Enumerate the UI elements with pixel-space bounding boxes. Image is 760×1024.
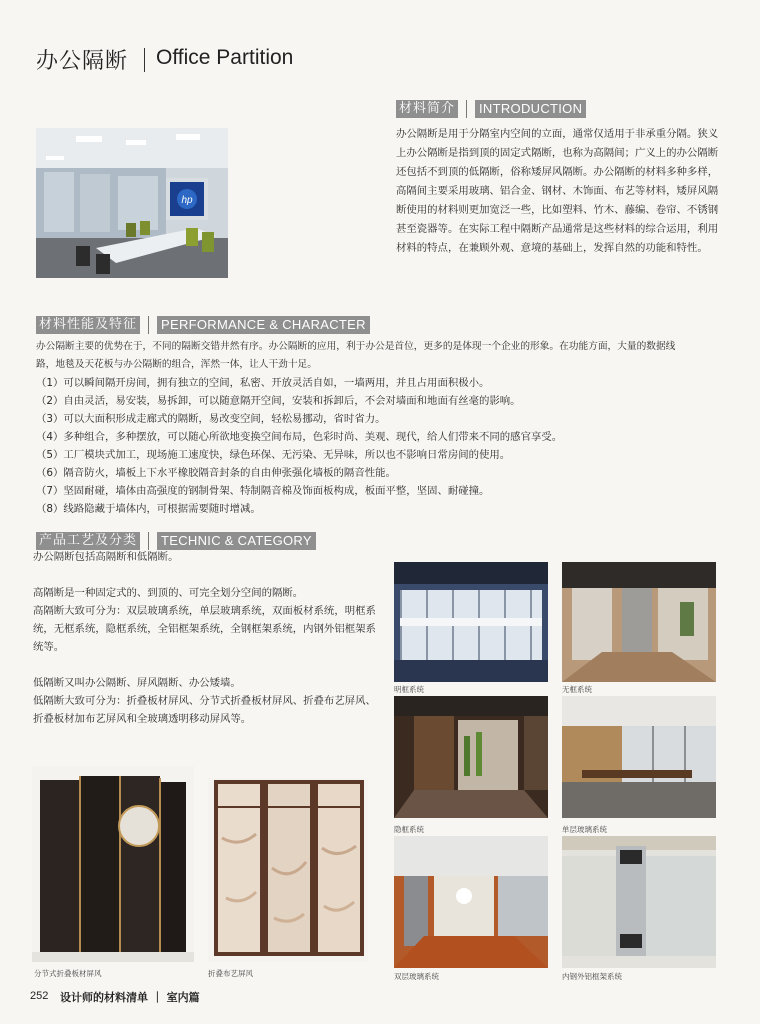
caption-p4: 单层玻璃系统 — [562, 825, 607, 834]
performance-item: （1）可以瞬间隔开房间，拥有独立的空间，私密、开放灵活自如，一墙两用，并且占用面积极小。 — [36, 377, 490, 389]
heading-divider — [148, 316, 149, 334]
meeting-room-photo — [36, 128, 228, 278]
intro-line: 高隔间主要采用玻璃、铝合金、钢材、木饰面、布艺等材料，矮屏风隔 — [396, 185, 719, 197]
exposed-frame-system-photo — [394, 562, 548, 682]
caption-p1: 明框系统 — [394, 685, 424, 694]
title-divider — [144, 48, 145, 72]
technic-heading-cn: 产品工艺及分类 — [36, 532, 140, 550]
performance-heading-en: PERFORMANCE & CHARACTER — [157, 316, 370, 334]
technic-low-line: 折叠板材加布艺屏风和全玻璃透明移动屏风等。 — [33, 713, 252, 725]
wood-folding-screen-photo — [32, 766, 194, 962]
frameless-system-photo — [562, 562, 716, 682]
double-glass-system-photo — [394, 836, 548, 968]
performance-intro-line: 路，地毯及天花板与办公隔断的组合，浑然一体，让人干劲十足。 — [36, 359, 317, 370]
fabric-folding-screen-photo — [208, 778, 368, 962]
technic-high-line: 高隔断是一种固定式的、到顶的、可完全划分空间的隔断。 — [33, 587, 304, 599]
technic-line: 办公隔断包括高隔断和低隔断。 — [33, 551, 179, 563]
intro-line: 甚至瓷器等。在实际工程中隔断产品通常是这些材料的综合运用，利用 — [396, 223, 719, 235]
intro-line: 还包括不到顶的低隔断，俗称矮屏风隔断。办公隔断的材料多种多样， — [396, 166, 719, 178]
performance-item: （3）可以大面积形成走廊式的隔断，易改变空间，轻松易挪动，省时省力。 — [36, 413, 386, 425]
page-title-cn: 办公隔断 — [36, 49, 129, 74]
performance-item: （2）自由灵活，易安装，易拆卸，可以随意隔开空间，安装和拆卸后，不会对墙面和地面有丝毫的影响。 — [36, 395, 521, 407]
footer-book-title: 设计师的材料清单 ｜ 室内篇 — [60, 991, 200, 1004]
caption-p5: 双层玻璃系统 — [394, 972, 439, 981]
technic-high-line: 高隔断大致可分为：双层玻璃系统，单层玻璃系统，双面板材系统，明框系 — [33, 605, 376, 617]
intro-text — [396, 125, 736, 258]
intro-heading-en: INTRODUCTION — [475, 100, 586, 118]
technic-high-line: 统，无框系统，隐框系统，全铝框架系统，全钢框架系统，内钢外铝框架系 — [33, 623, 376, 635]
page-title-en: Office Partition — [156, 46, 294, 69]
caption-screen2: 折叠布艺屏风 — [208, 969, 253, 978]
technic-low-line: 低隔断又叫办公隔断、屏风隔断、办公矮墙。 — [33, 677, 241, 689]
page-number: 252 — [30, 990, 49, 1002]
performance-item: （7）坚固耐碰，墙体由高强度的钢制骨架、特制隔音棉及饰面板构成，板面平整，坚固、耐碰撞。 — [36, 485, 490, 497]
performance-item: （6）隔音防火，墙板上下水平橡胶隔音封条的自由伸张强化墙板的隔音性能。 — [36, 467, 396, 479]
intro-line: 上办公隔断是指到顶的固定式隔断，也称为高隔间；广义上的办公隔断 — [396, 147, 719, 159]
caption-screen1: 分节式折叠板材屏风 — [34, 969, 102, 978]
heading-divider — [466, 100, 467, 118]
intro-heading-cn: 材料简介 — [396, 100, 458, 118]
intro-line: 断使用的材料则更加宽泛一些，比如塑料、竹木、藤编、卷帘、不锈钢 — [396, 204, 719, 216]
performance-item: （4）多种组合，多种摆放，可以随心所欲地变换空间布局，色彩时尚、美观、现代，给人们带来不同的感官享受。 — [36, 431, 563, 443]
hidden-frame-system-photo — [394, 696, 548, 818]
performance-intro-line: 办公隔断主要的优势在于，不同的隔断交错井然有序。办公隔断的应用，利于办公是首位，更多的是体现一个企业的形象。在功能方面，大量的数据线 — [36, 341, 676, 352]
technic-low-line: 低隔断大致可分为：折叠板材屏风、分节式折叠板材屏风、折叠布艺屏风、 — [33, 695, 376, 707]
performance-heading — [36, 316, 370, 334]
technic-high-line: 统等。 — [33, 641, 65, 653]
intro-heading — [396, 100, 586, 118]
single-glass-system-photo — [562, 696, 716, 818]
hp-logo: hp — [181, 195, 193, 206]
intro-line: 材料的特点，在兼顾外观、意境的基础上，发挥自然的功能和特性。 — [396, 242, 708, 254]
performance-item: （8）线路隐藏于墙体内，可根据需要随时增减。 — [36, 503, 261, 515]
steel-aluminum-frame-system-photo — [562, 836, 716, 968]
technic-heading-en: TECHNIC & CATEGORY — [157, 532, 316, 550]
caption-p6: 内钢外铝框架系统 — [562, 972, 622, 981]
caption-p2: 无框系统 — [562, 685, 592, 694]
intro-line: 办公隔断是用于分隔室内空间的立面，通常仅适用于非承重分隔。狭义 — [396, 128, 719, 140]
performance-heading-cn: 材料性能及特征 — [36, 316, 140, 334]
performance-text — [36, 338, 736, 518]
technic-text — [33, 548, 383, 728]
performance-item: （5）工厂模块式加工，现场施工速度快，绿色环保、无污染、无异味，所以也不影响日常房间的使用。 — [36, 449, 511, 461]
caption-p3: 隐框系统 — [394, 825, 424, 834]
